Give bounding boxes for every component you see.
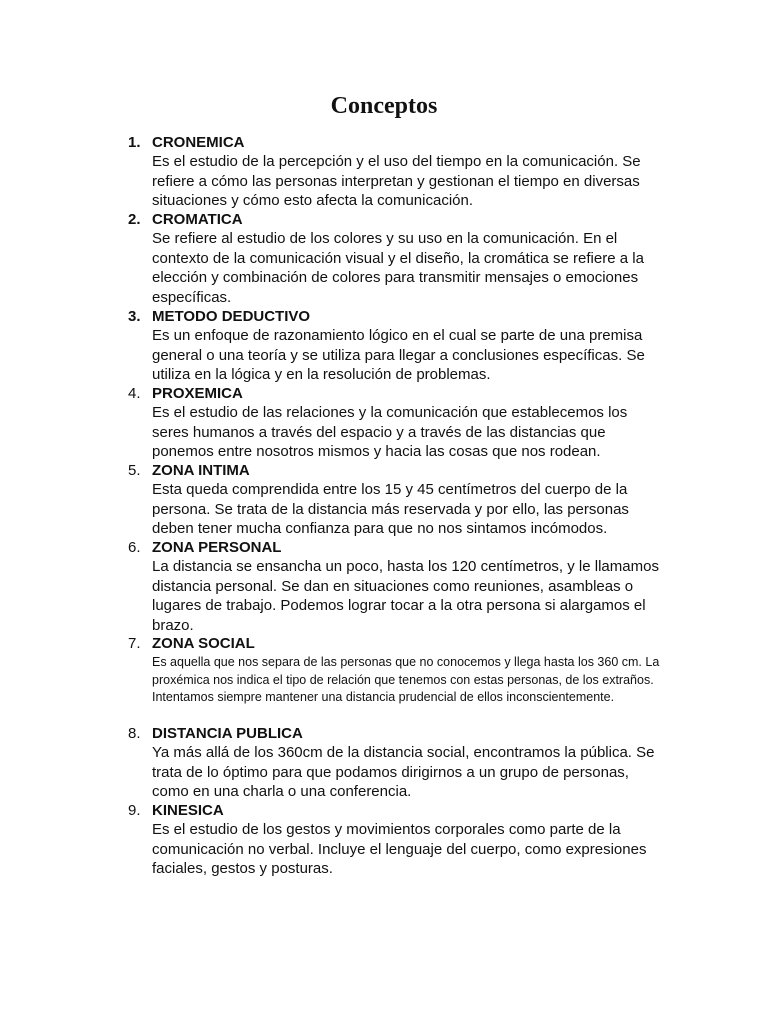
item-number: 9.	[128, 802, 141, 819]
item-definition: Es el estudio de los gestos y movimientos corporales como parte de la comunicación no verbal. Incluye el lenguaje del cuerpo, como expresiones faciales, gestos y posturas.	[152, 821, 647, 877]
item-definition: Es el estudio de la percepción y el uso del tiempo en la comunicación. Se refiere a cómo las personas interpretan y gestionan el tiempo en diversas situaciones y cómo esto afecta la comunicación.	[152, 153, 641, 209]
item-number: 5.	[128, 462, 141, 479]
item-definition: Ya más allá de los 360cm de la distancia social, encontramos la pública. Se trata de lo óptimo para que podamos dirigirnos a un grupo de personas, como en una charla o una conferencia.	[152, 744, 655, 800]
item-term: ZONA SOCIAL	[152, 635, 255, 652]
item-term: KINESICA	[152, 802, 224, 819]
item-number: 8.	[128, 725, 141, 742]
item-definition: Esta queda comprendida entre los 15 y 45 centímetros del cuerpo de la persona. Se trata de la distancia más reservada y por ello, las personas deben tener mucha confianza para que no nos sintamos incómodos.	[152, 481, 629, 537]
item-definition: Se refiere al estudio de los colores y su uso en la comunicación. En el contexto de la comunicación visual y el diseño, la cromática se refiere a la elección y combinación de colores para transmitir mensajes o emociones específicas.	[152, 230, 644, 306]
item-term: DISTANCIA PUBLICA	[152, 725, 303, 742]
item-definition: Es un enfoque de razonamiento lógico en el cual se parte de una premisa general o una teoría y se utiliza para llegar a conclusiones específicas. Se utiliza en la lógica y en la resolución de problemas.	[152, 327, 645, 383]
item-term: PROXEMICA	[152, 385, 243, 402]
item-definition: La distancia se ensancha un poco, hasta los 120 centímetros, y le llamamos distancia personal. Se dan en situaciones como reuniones, asambleas o lugares de trabajo. Podemos lograr tocar a la otra persona si alargamos el brazo.	[152, 558, 659, 634]
item-number: 3.	[128, 308, 141, 325]
item-term: ZONA INTIMA	[152, 462, 250, 479]
item-number: 6.	[128, 539, 141, 556]
item-definition: Es aquella que nos separa de las personas que no conocemos y llega hasta los 360 cm. La proxémica nos indica el tipo de relación que tenemos con estas personas, de los extraños. Intentamos siempre mantener una distancia prudencial de ellos inconscientemente.	[152, 655, 660, 704]
page-title: Conceptos	[330, 93, 438, 119]
item-definition: Es el estudio de las relaciones y la comunicación que establecemos los seres humanos a través del espacio y a través de las distancias que ponemos entre nosotros mismos y hacia las cosas que nos rodean.	[152, 404, 628, 460]
item-term: ZONA PERSONAL	[152, 539, 282, 556]
item-number: 1.	[128, 134, 141, 151]
item-number: 4.	[128, 385, 141, 402]
item-term: CROMATICA	[152, 211, 243, 228]
item-term: METODO DEDUCTIVO	[152, 308, 311, 325]
item-number: 7.	[128, 635, 141, 652]
item-number: 2.	[128, 211, 141, 228]
item-term: CRONEMICA	[152, 134, 245, 151]
